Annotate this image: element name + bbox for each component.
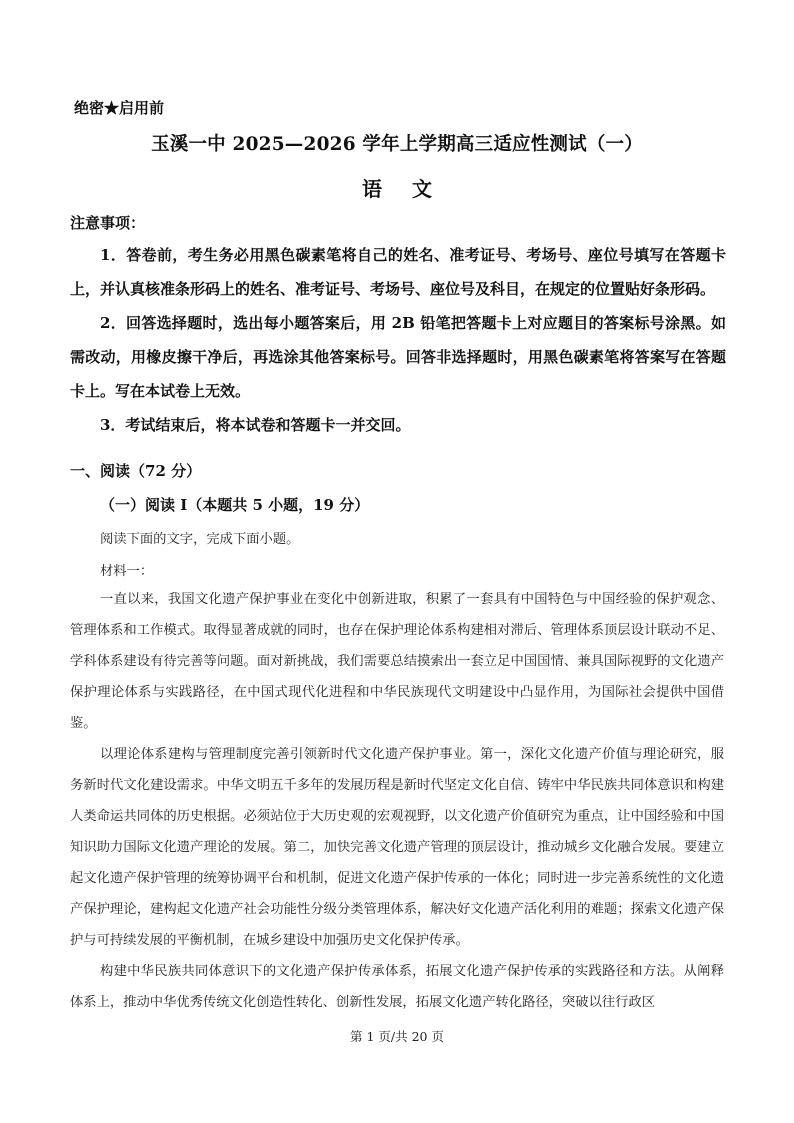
notice-item: 3．考试结束后，将本试卷和答题卡一并交回。 [100,416,411,434]
reading-instruction: 阅读下面的文字，完成下面小题。 [100,532,300,547]
passage-paragraph: 以理论体系建构与管理制度完善引领新时代文化遗产保护事业。第一，深化文化遗产价值与理论研究，服务新时代文化建设需求。中华文明五千多年的发展历程是新时代坚定文化自信、铸牢中华民族共同体意识和构建人类命运共同体的历史根据。必须站位于大历史观的宏观视野，以文化遗产价值研究为重点，让中国经验和中国知识助力国际文化遗产理论的发展。第二，加快完善文化遗产管理的顶层设计，推动城乡文化融合发展。要建立起文化遗产保护管理的统筹协调平台和机制，促进文化遗产保护传承的一体化；同时进一步完善系统性的文化遗产保护理论，建构起文化遗产社会功能性分级分类管理体系，解决好文化遗产活化利用的难题；探索文化遗产保护与可持续发展的平衡机制，在城乡建设中加强历史文化保护传承。 [70,747,724,948]
passage-paragraph: 一直以来，我国文化遗产保护事业在变化中创新进取，积累了一套具有中国特色与中国经验的保护观念、管理体系和工作模式。取得显著成就的同时，也存在保护理论体系构建相对滞后、管理体系顶层设计联动不足、学科体系建设有待完善等问题。面对新挑战，我们需要总结摸索出一套立足中国国情、兼具国际视野的文化遗产保护理论体系与实践路径，在中国式现代化进程和中华民族现代文明建设中凸显作用，为国际社会提供中国借鉴。 [70,592,724,731]
subsection-heading: （一）阅读 I（本题共 5 小题，19 分） [100,496,370,514]
notice-item: 1．答卷前，考生务必用黑色碳素笔将自己的姓名、准考证号、考场号、座位号填写在答题卡上，并认真核准条形码上的姓名、准考证号、考场号、座位号及科目，在规定的位置贴好条形码。 [70,246,726,298]
notice-item: 2．回答选择题时，选出每小题答案后，用 2B 铅笔把答题卡上对应题目的答案标号涂黑。如需改动，用橡皮擦干净后，再选涂其他答案标号。回答非选择题时，用黑色碳素笔将答案写在答题卡上。写在本试卷上无效。 [70,314,726,400]
material-label: 材料一： [100,564,154,579]
reading-passage [70,584,724,1018]
exam-title: 玉溪一中 2025—2026 学年上学期高三适应性测试（一） [151,134,643,155]
section-heading: 一、阅读（72 分） [70,462,202,480]
confidential-label: 绝密★启用前 [74,99,165,117]
notice-list [70,238,726,442]
notice-heading: 注意事项： [70,214,146,232]
subject-title: 语文 [362,177,462,201]
passage-paragraph: 构建中华民族共同体意识下的文化遗产保护传承体系，拓展文化遗产保护传承的实践路径和方法。从阐释体系上，推动中华优秀传统文化创造性转化、创新性发展，拓展文化遗产转化路径，突破以往行政区 [70,964,724,1010]
page-number: 第 1 页/共 20 页 [350,1029,444,1044]
